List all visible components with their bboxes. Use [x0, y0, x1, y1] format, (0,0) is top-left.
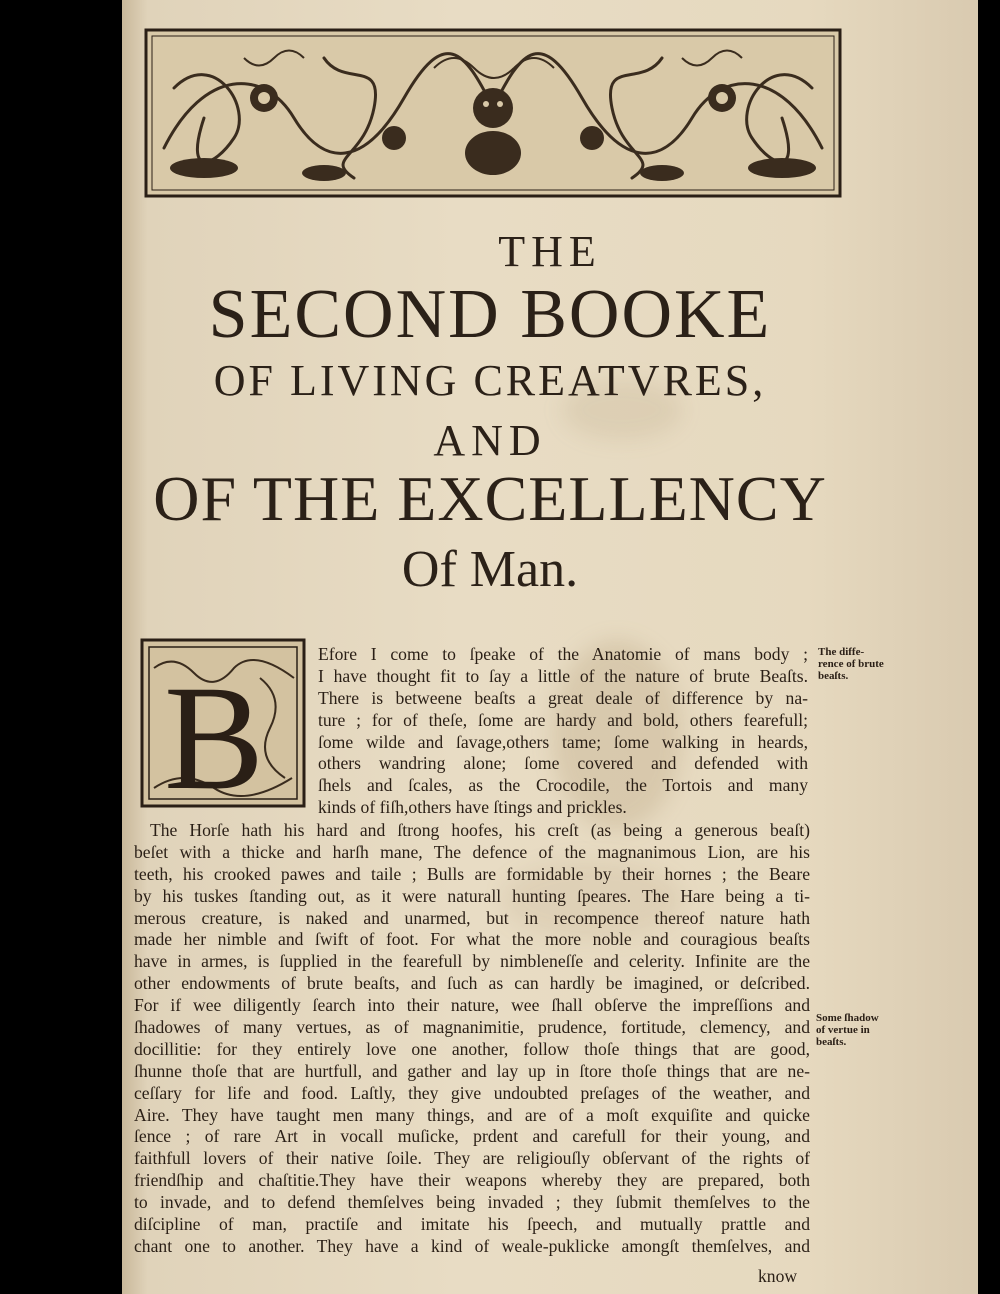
title-second-booke: SECOND BOOKE — [208, 276, 772, 353]
text-line: beſet with a thicke and harſh mane, The defence of the magnanimous Lion, are his — [134, 841, 810, 862]
scan-border-right — [978, 0, 1000, 1294]
main-paragraph — [134, 820, 810, 1258]
text-line: merous creature, is naked and unarmed, but in recompence thereof nature hath — [134, 907, 810, 928]
margin-note-line: rence of brute — [818, 658, 884, 670]
text-line: ſhunne thoſe that are hurtfull, and gather and lay up in ſtore thoſe things that are ne- — [134, 1060, 810, 1081]
text-line: The Horſe hath his hard and ſtrong hoofes, his creſt (as being a generous beaſt) — [150, 820, 810, 840]
margin-note-line: Some ſhadow — [816, 1012, 879, 1024]
text-line: diſcipline of man, practiſe and imitate his ſpeech, and mutually prattle and — [134, 1214, 810, 1235]
text-line: have in armes, is ſupplied in the fearefull by nimbleneſſe and celerity. Infinite are the — [134, 951, 810, 972]
text-line: ture ; for of theſe, ſome are hardy and bold, others fearefull; — [318, 709, 808, 730]
text-line: There is betweene beaſts a great deale of difference by na- — [318, 687, 808, 708]
margin-note-line: The diffe- — [818, 646, 865, 658]
decorated-initial — [140, 638, 306, 808]
text-line: ſence ; of rare Art in vocall muſicke, prdent and carefull for their young, and — [134, 1126, 810, 1147]
initial-letter: B — [164, 655, 265, 808]
text-line: ſome wilde and ſavage,others tame; ſome walking in heards, — [318, 731, 808, 752]
opening-paragraph — [318, 644, 808, 819]
text-line: docillitie: for they entirely love one another, follow thoſe things that are good, — [134, 1038, 810, 1059]
text-line: by his tuskes ſtanding out, as it were naturall hunting ſpeares. The Hare being a ti- — [134, 885, 810, 906]
text-line: teeth, his crooked pawes and taile ; Bulls are formidable by their hornes ; the Beare — [134, 863, 810, 884]
text-line: other endowments of brute beaſts, and ſuch as can hardly be imagined, or deſcribed. — [134, 973, 810, 994]
title-of-man: Of Man. — [401, 541, 579, 598]
catchword: know — [758, 1266, 798, 1286]
margin-note-difference — [818, 646, 884, 682]
margin-note-line: beaſts. — [816, 1036, 847, 1048]
title-the: THE — [498, 227, 602, 276]
text-line: ſhadowes of many vertues, as of magnanimitie, prudence, fortitude, clemency, and — [134, 1017, 810, 1038]
margin-note-vertue — [816, 1012, 879, 1048]
text-line: ſhels and ſcales, as the Crocodile, the Tortois and many — [318, 775, 808, 796]
book-page — [122, 0, 978, 1294]
margin-note-line: of vertue in — [816, 1024, 870, 1036]
text-line: ceſſary for life and food. Laſtly, they give undoubted preſages of the weather, and — [134, 1082, 810, 1103]
text-line: chant one to another. They have a kind of weale-puklicke amongſt themſelves, and — [134, 1235, 810, 1256]
title-living-creatures: OF LIVING CREATVRES, — [213, 356, 767, 405]
text-line: others wandring alone; ſome covered and defended with — [318, 753, 808, 774]
text-line: kinds of fiſh,others have ſtings and prickles. — [318, 797, 627, 818]
text-line: friendſhip and chaſtitie.They have their weapons whereby they are prepared, both — [134, 1170, 810, 1191]
title-excellency: OF THE EXCELLENCY — [153, 463, 827, 534]
title-and: AND — [433, 416, 547, 465]
text-line: Aire. They have taught men many things, and are of a moſt exquiſite and quicke — [134, 1104, 810, 1125]
text-line: to invade, and to defend themſelves being invaded ; they ſubmit themſelves to the — [134, 1192, 810, 1213]
ornamental-headpiece — [144, 28, 842, 198]
margin-note-line: beaſts. — [818, 670, 849, 682]
text-line: faithfull lovers of their native ſoile. They are religiouſly obſervant of the rights of — [134, 1148, 810, 1169]
text-line: Efore I come to ſpeake of the Anatomie of mans body ; — [318, 644, 808, 664]
text-line: I have thought fit to ſay a little of the nature of brute Beaſts. — [318, 665, 808, 686]
text-line: For if wee diligently ſearch into their nature, wee ſhall obſerve the impreſſions and — [134, 995, 810, 1016]
scan-border-left — [0, 0, 122, 1294]
text-line: made her nimble and ſwift of foot. For what the more noble and couragious beaſts — [134, 929, 810, 950]
